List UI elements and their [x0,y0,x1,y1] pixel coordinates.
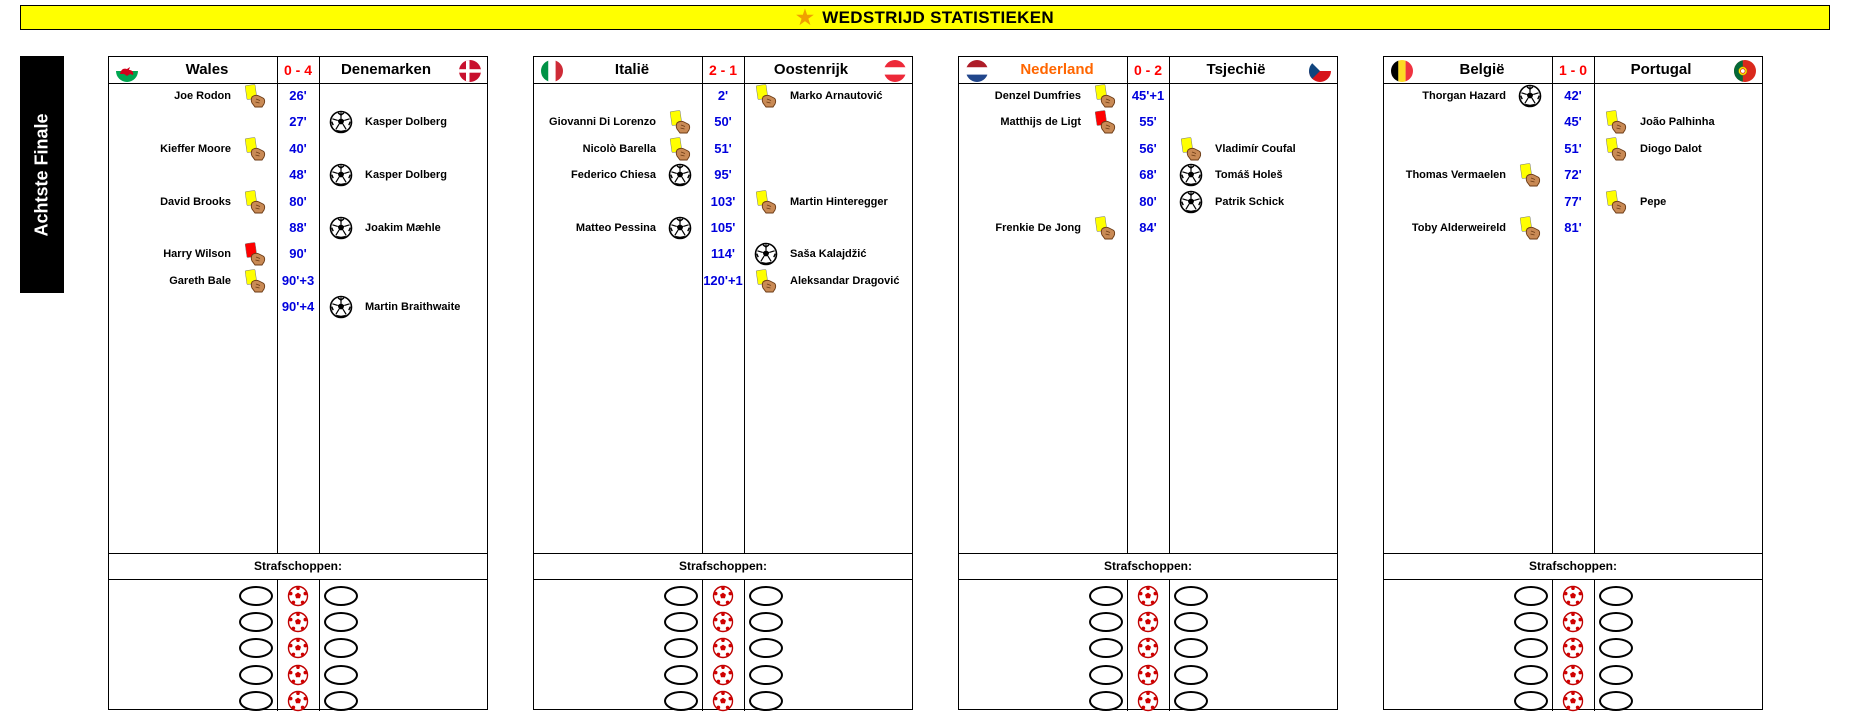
penalty-row [959,610,1337,634]
event-minute: 90'+3 [281,272,315,288]
penalty-ball-icon [712,585,734,607]
home-penalty-slot [239,691,273,711]
penalty-row [534,636,912,660]
match-score: 0 - 4 [283,62,312,78]
yellow-card-icon [668,110,692,134]
event-row [959,110,1337,134]
yellow-card-icon [1518,163,1542,187]
penalty-row [534,689,912,713]
event-minute: 45' [1564,114,1582,130]
event-player: Thomas Vermaelen [1405,169,1506,182]
event-row [534,242,912,266]
home-penalty-slot [664,638,698,658]
yellow-card-icon [668,137,692,161]
penalty-row [1384,663,1762,687]
home-penalty-slot [239,612,273,632]
yellow-card-icon [1604,110,1628,134]
event-row [534,137,912,161]
event-row [109,269,487,293]
event-minute: 77' [1564,193,1582,209]
event-row [959,163,1337,187]
penalty-row [534,610,912,634]
match-score: 0 - 2 [1133,62,1162,78]
event-minute: 81' [1564,220,1582,235]
home-team-name: Nederland [1020,61,1094,78]
event-minute: 55' [1139,114,1157,130]
event-player: Denzel Dumfries [994,90,1081,102]
event-minute: 95' [714,167,732,183]
penalties-header: Strafschoppen: [959,553,1337,580]
event-minute: 84' [1139,220,1157,235]
match-panel [533,56,913,710]
home-penalty-slot [1514,612,1548,632]
event-row [109,242,487,266]
home-penalty-slot [664,612,698,632]
event-row [109,190,487,214]
penalties-header: Strafschoppen: [534,553,912,580]
home-penalty-slot [1089,638,1123,658]
stage-label: Achtste Finale [31,112,52,237]
event-minute: 27' [289,114,307,130]
penalty-row [959,663,1337,687]
penalty-row [109,584,487,608]
belgium-flag-icon [1391,60,1413,82]
event-player: David Brooks [160,195,231,208]
event-row [534,163,912,187]
home-penalty-slot [239,586,273,606]
event-row [1384,137,1762,161]
home-team-name: België [1459,61,1505,78]
event-row [109,84,487,108]
event-player: Frenkie De Jong [995,222,1081,234]
penalty-ball-icon [287,585,309,607]
penalty-ball-icon [1137,637,1159,659]
event-row [534,269,912,293]
penalty-row [1384,584,1762,608]
away-penalty-slot [1174,612,1208,632]
page-title: WEDSTRIJD STATISTIEKEN [822,7,1054,27]
penalty-row [1384,689,1762,713]
event-player: Vladimír Coufal [1215,142,1296,155]
event-minute: 68' [1139,167,1157,183]
event-row [109,137,487,161]
home-penalty-slot [1089,586,1123,606]
event-player: Diogo Dalot [1640,142,1702,155]
event-row [534,110,912,134]
event-minute: 51' [1564,140,1582,156]
away-penalty-slot [1174,665,1208,685]
penalties-header: Strafschoppen: [109,553,487,580]
penalty-ball-icon [1562,690,1584,712]
event-player: Saša Kalajdžić [790,248,867,261]
yellow-card-icon [754,190,778,214]
event-minute: 80' [1139,193,1157,209]
match-score: 1 - 0 [1558,62,1587,78]
event-player: Kieffer Moore [160,142,231,155]
event-row [534,216,912,240]
event-player: Joe Rodon [174,90,231,102]
yellow-card-icon [243,84,267,108]
penalty-row [1384,610,1762,634]
penalty-row [959,689,1337,713]
goal-icon [1179,190,1203,214]
event-minute: 103' [710,193,736,209]
stage-label-box [20,56,64,293]
event-player: Pepe [1640,195,1667,208]
home-penalty-slot [1514,586,1548,606]
event-player: Joakim Mæhle [365,222,441,234]
goal-icon [754,242,778,266]
goal-icon [329,216,353,240]
austria-flag-icon [884,60,906,82]
home-penalty-slot [1089,691,1123,711]
goal-icon [1518,84,1542,108]
event-player: Patrik Schick [1215,195,1285,208]
home-penalty-slot [239,638,273,658]
goal-icon [1179,163,1203,187]
event-minute: 48' [289,167,307,183]
away-penalty-slot [749,638,783,658]
away-penalty-slot [749,612,783,632]
red-card-icon [1093,110,1117,134]
event-player: Martin Braithwaite [365,301,461,314]
event-minute: 50' [714,114,732,130]
penalty-ball-icon [1137,585,1159,607]
goal-icon [329,110,353,134]
event-minute: 120'+1 [703,272,743,288]
event-row [959,216,1337,240]
yellow-card-icon [243,269,267,293]
away-penalty-slot [1174,691,1208,711]
event-minute: 40' [289,140,307,156]
yellow-card-icon [243,190,267,214]
penalty-row [959,636,1337,660]
home-penalty-slot [1089,665,1123,685]
penalty-ball-icon [287,664,309,686]
event-row [1384,216,1762,240]
event-minute: 88' [289,220,307,235]
event-minute: 105' [710,220,736,235]
home-team-name: Italië [614,61,650,78]
home-penalty-slot [664,586,698,606]
match-panel [108,56,488,710]
away-penalty-slot [1174,586,1208,606]
event-player: Martin Hinteregger [790,195,888,208]
event-player: Matteo Pessina [575,222,656,234]
penalty-ball-icon [1137,611,1159,633]
title-bar [20,5,1830,30]
czech-flag-icon [1309,60,1331,82]
penalty-ball-icon [1562,664,1584,686]
event-minute: 26' [289,88,307,103]
goal-icon [668,163,692,187]
home-penalty-slot [239,665,273,685]
event-row [109,163,487,187]
event-minute: 90'+4 [281,299,315,315]
event-row [1384,110,1762,134]
match-panel [958,56,1338,710]
event-minute: 2' [717,88,729,103]
yellow-card-icon [1518,216,1542,240]
event-player: Marko Arnautović [790,90,883,102]
home-penalty-slot [1089,612,1123,632]
event-minute: 90' [289,246,307,262]
yellow-card-icon [1604,137,1628,161]
event-player: Tomáš Holeš [1215,169,1283,182]
event-row [534,190,912,214]
home-penalty-slot [664,665,698,685]
event-minute: 56' [1139,140,1157,156]
penalty-ball-icon [712,664,734,686]
penalty-ball-icon [1562,637,1584,659]
home-penalty-slot [1514,691,1548,711]
event-player: João Palhinha [1640,116,1715,129]
penalty-ball-icon [712,637,734,659]
away-team-name: Oostenrijk [773,61,849,78]
away-penalty-slot [1599,665,1633,685]
penalty-ball-icon [1137,664,1159,686]
penalty-row [534,584,912,608]
home-penalty-slot [664,691,698,711]
away-penalty-slot [1599,638,1633,658]
penalty-ball-icon [712,611,734,633]
event-row [959,84,1337,108]
yellow-card-icon [1093,84,1117,108]
event-player: Gareth Bale [169,274,231,287]
event-player: Nicolò Barella [582,142,656,155]
away-penalty-slot [749,665,783,685]
away-team-name: Tsjechië [1206,61,1266,78]
penalty-row [1384,636,1762,660]
event-row [109,216,487,240]
event-player: Harry Wilson [163,248,231,261]
event-row [1384,84,1762,108]
penalties-header: Strafschoppen: [1384,553,1762,580]
event-row [109,295,487,319]
event-minute: 80' [289,193,307,209]
penalty-row [109,689,487,713]
match-panel [1383,56,1763,710]
penalty-row [109,663,487,687]
portugal-flag-icon [1734,60,1756,82]
yellow-card-icon [1604,190,1628,214]
away-team-name: Portugal [1630,61,1692,78]
event-row [109,110,487,134]
penalty-ball-icon [287,690,309,712]
penalty-row [534,663,912,687]
star-icon: ★ [796,6,815,29]
event-player: Matthijs de Ligt [1000,116,1081,129]
away-penalty-slot [1599,586,1633,606]
away-penalty-slot [749,586,783,606]
event-minute: 72' [1564,167,1582,183]
away-penalty-slot [324,665,358,685]
event-minute: 51' [714,140,732,156]
penalty-ball-icon [287,637,309,659]
event-player: Thorgan Hazard [1422,90,1506,102]
penalty-ball-icon [712,690,734,712]
red-card-icon [243,242,267,266]
event-player: Kasper Dolberg [365,116,447,129]
goal-icon [329,295,353,319]
goal-icon [329,163,353,187]
away-penalty-slot [324,612,358,632]
event-player: Kasper Dolberg [365,169,447,182]
event-row [1384,163,1762,187]
event-player: Federico Chiesa [571,169,656,182]
event-row [1384,190,1762,214]
away-penalty-slot [324,638,358,658]
yellow-card-icon [1179,137,1203,161]
away-penalty-slot [1599,612,1633,632]
event-player: Aleksandar Dragović [790,274,900,287]
event-minute: 45'+1 [1131,88,1165,103]
penalty-ball-icon [1137,690,1159,712]
penalty-row [109,636,487,660]
yellow-card-icon [1093,216,1117,240]
yellow-card-icon [754,269,778,293]
event-player: Toby Alderweireld [1411,222,1506,234]
penalty-row [959,584,1337,608]
wales-flag-icon [116,60,138,82]
away-penalty-slot [749,691,783,711]
home-team-name: Wales [185,61,229,78]
match-score: 2 - 1 [708,62,737,78]
away-team-name: Denemarken [340,61,432,78]
event-row [959,190,1337,214]
away-penalty-slot [324,586,358,606]
event-player: Giovanni Di Lorenzo [549,116,656,129]
italy-flag-icon [541,60,563,82]
goal-icon [668,216,692,240]
denmark-flag-icon [459,60,481,82]
yellow-card-icon [243,137,267,161]
event-row [534,84,912,108]
penalty-ball-icon [287,611,309,633]
event-row [959,137,1337,161]
away-penalty-slot [1174,638,1208,658]
penalty-ball-icon [1562,585,1584,607]
away-penalty-slot [1599,691,1633,711]
penalty-row [109,610,487,634]
home-penalty-slot [1514,665,1548,685]
away-penalty-slot [324,691,358,711]
yellow-card-icon [754,84,778,108]
home-penalty-slot [1514,638,1548,658]
penalty-ball-icon [1562,611,1584,633]
event-minute: 42' [1564,88,1582,103]
netherlands-flag-icon [966,60,988,82]
event-minute: 114' [710,246,736,262]
